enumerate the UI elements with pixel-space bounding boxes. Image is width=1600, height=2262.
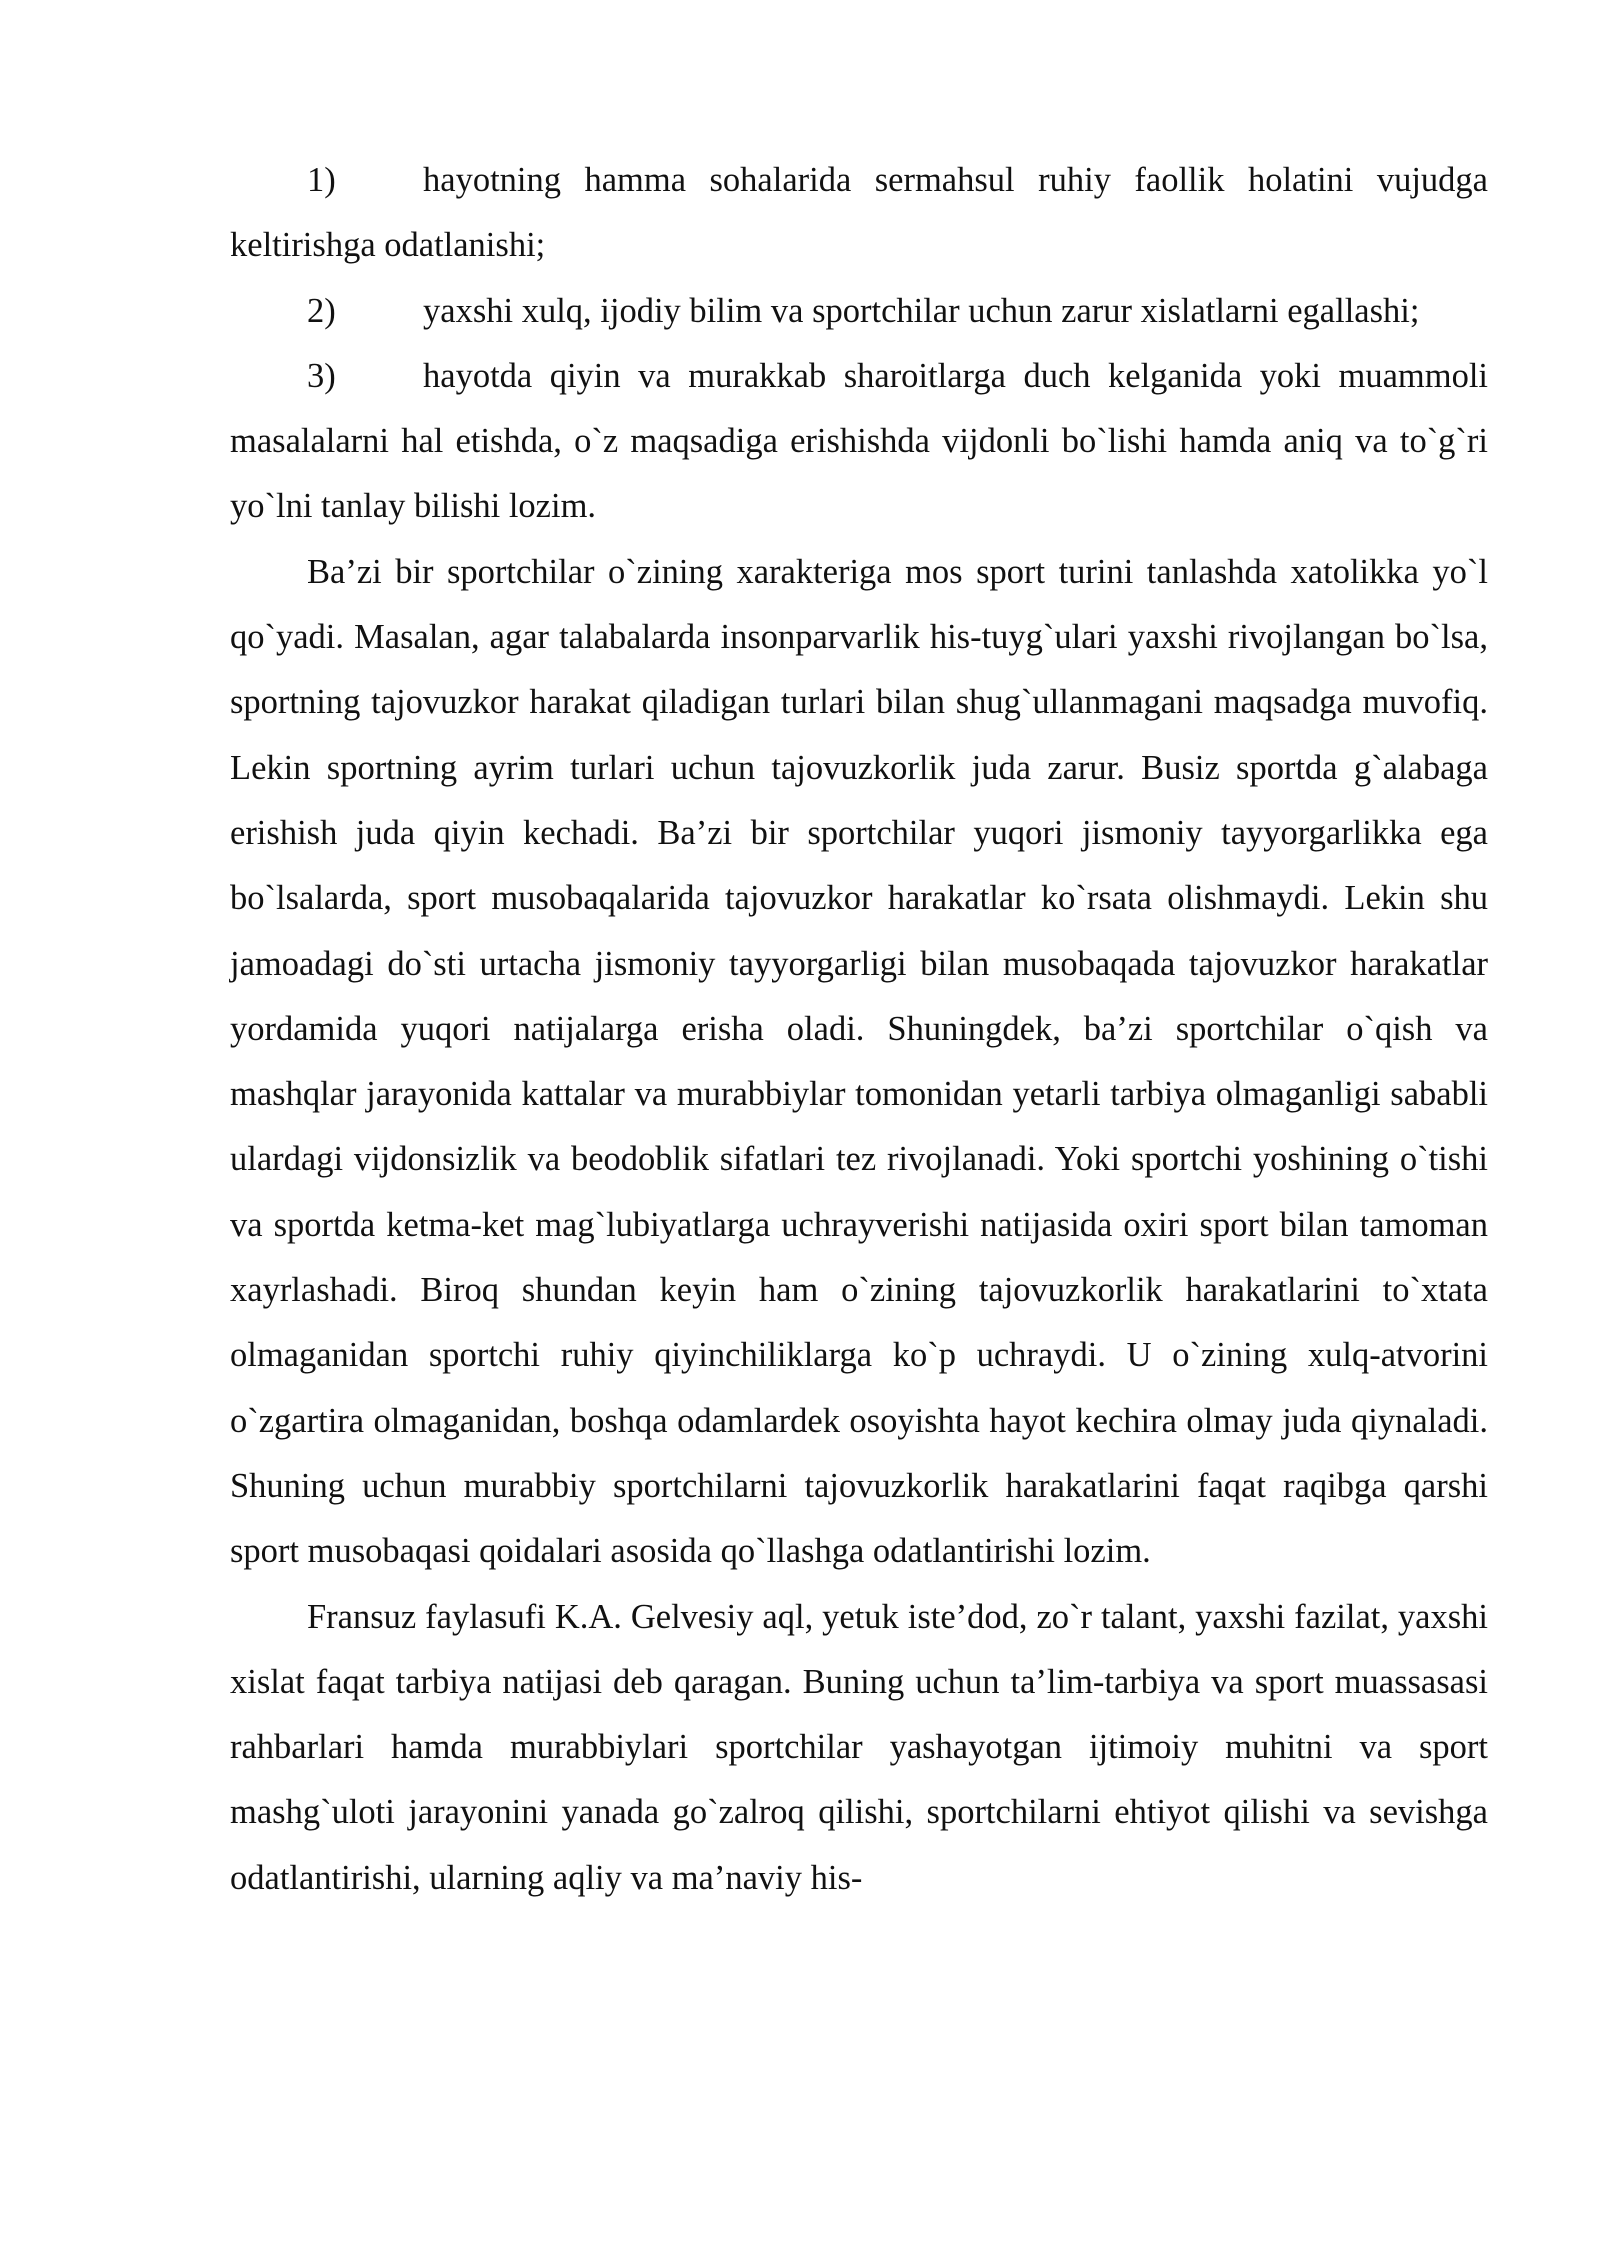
- paragraph-1: Ba’zi bir sportchilar o`zining xarakteriga mos sport turini tanlashda xatolikka yo`l qo`yadi. Masalan, agar talabalarda insonparvarlik his-tuyg`ulari yaxshi rivojlangan bo`lsa, sportning tajovuzkor harakat qiladigan turlari bilan shug`ullanmagani maqsadga muvofiq. Lekin sportning ayrim turlari uchun tajovuzkorlik juda zarur. Busiz sportda g`alabaga erishish juda qiyin kechadi. Ba’zi bir sportchilar yuqori jismoniy tayyorgarlikka ega bo`lsalarda, sport musobaqalarida tajovuzkor harakatlar ko`rsata olishmaydi. Lekin shu jamoadagi do`sti urtacha jismoniy tayyorgarligi bilan musobaqada tajovuzkor harakatlar yordamida yuqori natijalarga erisha oladi. Shuningdek, ba’zi sportchilar o`qish va mashqlar jarayonida kattalar va murabbiylar tomonidan yetarli tarbiya olmaganligi sababli ulardagi vijdonsizlik va beodoblik sifatlari tez rivojlanadi. Yoki sportchi yoshining o`tishi va sportda ketma-ket mag`lubiyatlarga uchrayverishi natijasida oxiri sport bilan tamoman xayrlashadi. Biroq shundan keyin ham o`zining tajovuzkorlik harakatlarini to`xtata olmaganidan sportchi ruhiy qiyinchiliklarga ko`p uchraydi. U o`zining xulq-atvorini o`zgartira olmaganidan, boshqa odamlardek osoyishta hayot kechira olmay juda qiynaladi. Shuning uchun murabbiy sportchilarni tajovuzkorlik harakatlarini faqat raqibga qarshi sport musobaqasi qoidalari asosida qo`llashga odatlantirishi lozim.: [230, 552, 1488, 1571]
- body-text: [230, 148, 1488, 1911]
- list-number: 3): [307, 356, 336, 395]
- paragraph-2: Fransuz faylasufi K.A. Gelvesiy aql, yetuk iste’dod, zo`r talant, yaxshi fazilat, yaxshi xislat faqat tarbiya natijasi deb qaragan. Buning uchun ta’lim-tarbiya va sport muassasasi rahbarlari hamda murabbiylari sportchilar yashayotgan ijtimoiy muhitni va sport mashg`uloti jarayonini yanada go`zalroq qilishi, sportchilarni ehtiyot qilishi va sevishga odatlantirishi, ularning aqliy va ma’naviy his-: [230, 1597, 1488, 1897]
- list-item-1: [230, 148, 1488, 279]
- list-item-text: hayotning hamma sohalarida sermahsul ruhiy faollik holatini vujudga keltirishga odatlanishi;: [230, 161, 1488, 265]
- list-item-text: yaxshi xulq, ijodiy bilim va sportchilar uchun zarur xislatlarni egallashi;: [423, 291, 1420, 330]
- list-item-text: hayotda qiyin va murakkab sharoitlarga duch kelganida yoki muammoli masalalarni hal etishda, o`z maqsadiga erishishda vijdonli bo`lishi hamda aniq va to`g`ri yo`lni tanlay bilishi lozim.: [230, 356, 1488, 526]
- list-number: 1): [307, 161, 336, 199]
- list-number: 2): [307, 291, 336, 330]
- list-item-3: [230, 344, 1488, 540]
- list-item-2: [230, 279, 1488, 344]
